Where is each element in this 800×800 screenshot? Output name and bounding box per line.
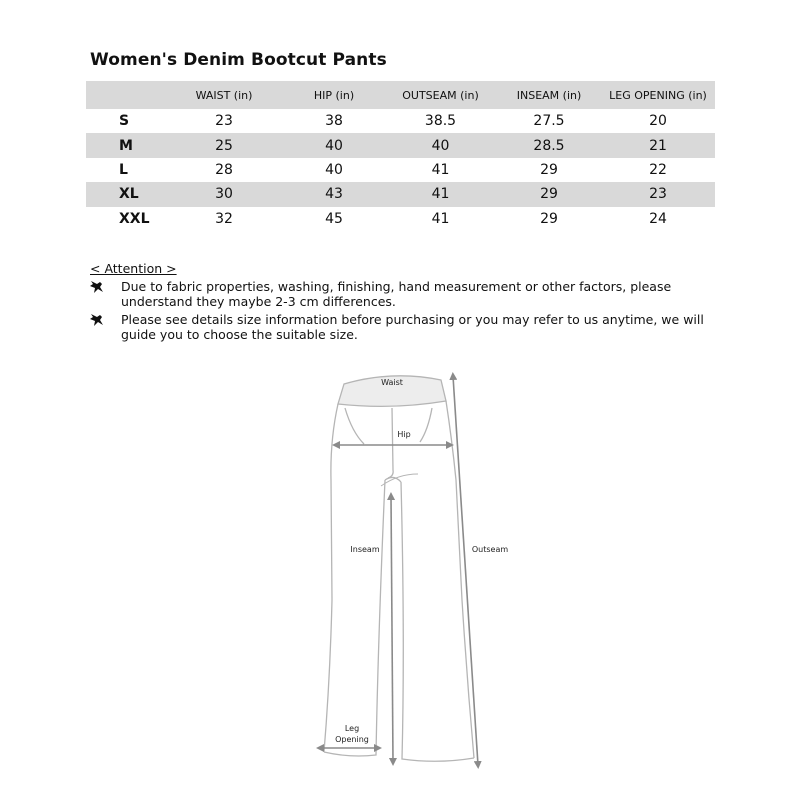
attention-heading: < Attention > <box>90 261 177 276</box>
hip-label: Hip <box>397 430 411 439</box>
table-cell: 29 <box>540 210 558 227</box>
attention-note-text: Due to fabric properties, washing, finishing, hand measurement or other factors, please understand they maybe 2-3 cm differences. <box>121 279 672 309</box>
size-label: S <box>119 113 130 130</box>
header-inseam: INSEAM (in) <box>497 81 601 109</box>
size-label: M <box>86 133 164 157</box>
table-cell: 38.5 <box>424 113 457 130</box>
leg-opening-label-line2: Opening <box>335 735 369 744</box>
inseam-label: Inseam <box>350 545 380 554</box>
table-cell: 41 <box>431 161 450 178</box>
size-label: L <box>119 161 128 178</box>
header-waist: WAIST (in) <box>164 81 284 109</box>
waist-label: Waist <box>381 378 403 387</box>
table-cell: 27.5 <box>533 113 565 130</box>
table-cell: 41 <box>431 210 450 227</box>
table-cell: 23 <box>215 113 233 130</box>
table-cell: 40 <box>284 133 384 157</box>
header-outseam: OUTSEAM (in) <box>384 81 497 109</box>
header-leg-opening: LEG OPENING (in) <box>601 81 715 109</box>
table-cell: 22 <box>649 161 667 178</box>
table-cell: 24 <box>649 210 667 227</box>
header-hip: HIP (in) <box>284 81 384 109</box>
table-cell: 20 <box>649 113 667 130</box>
table-cell: 30 <box>164 182 284 206</box>
table-cell: 25 <box>164 133 284 157</box>
table-cell: 21 <box>601 133 715 157</box>
table-cell: 32 <box>215 210 233 227</box>
table-cell: 29 <box>540 161 558 178</box>
table-cell: 28 <box>215 161 233 178</box>
leg-opening-label-line1: Leg <box>344 724 360 733</box>
inseam-measure-line <box>391 496 393 762</box>
table-cell: 43 <box>284 182 384 206</box>
table-cell: 38 <box>325 113 343 130</box>
size-label: XXL <box>119 210 150 227</box>
table-cell: 28.5 <box>497 133 601 157</box>
outseam-label: Outseam <box>471 545 509 554</box>
size-label: XL <box>86 182 164 206</box>
table-cell: 41 <box>384 182 497 206</box>
attention-note-text: Please see details size information before purchasing or you may refer to us anytime, we will guide you to choose the suitable size. <box>121 312 704 342</box>
outseam-measure-line <box>453 376 478 765</box>
table-cell: 23 <box>601 182 715 206</box>
table-cell: 40 <box>384 133 497 157</box>
table-cell: 45 <box>325 210 343 227</box>
table-cell: 29 <box>497 182 601 206</box>
page-title: Women's Denim Bootcut Pants <box>90 50 387 70</box>
table-cell: 40 <box>325 161 343 178</box>
